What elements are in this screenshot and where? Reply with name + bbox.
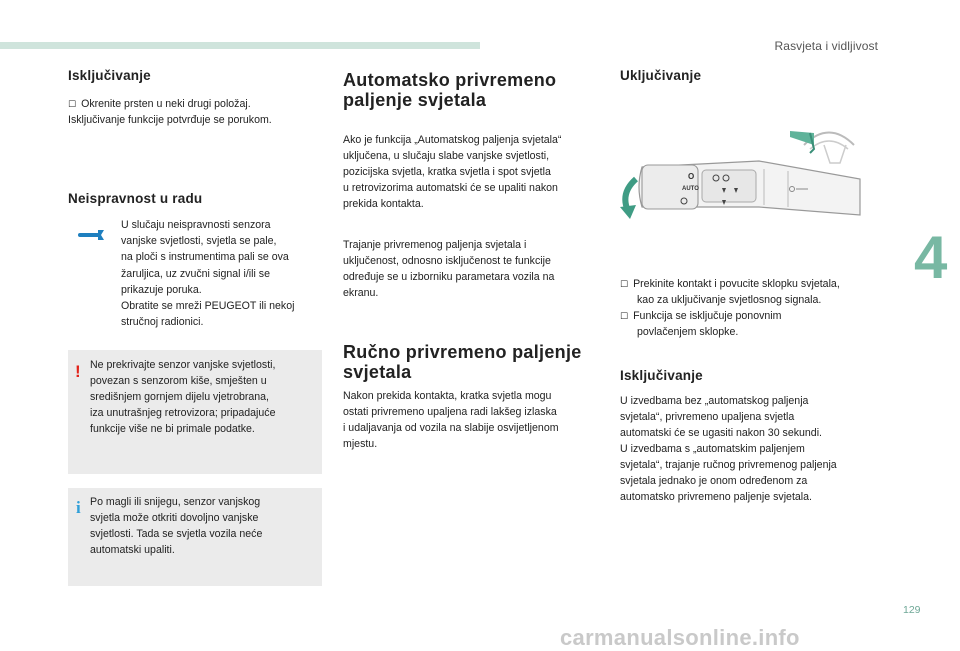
text-line: Obratite se mreži PEUGEOT ili nekoj [121,300,295,313]
text-line: Nakon prekida kontakta, kratka svjetla mogu [343,390,552,402]
text-line: Okrenite prsten u neki drugi položaj. [81,98,251,110]
text-line: automatsko privremeno paljenje svjetala. [620,491,812,503]
text-line: određuje se u izborniku parametara vozila na [343,271,555,283]
text-line: iza unutrašnjeg retrovizora; pripadajuće [90,407,276,419]
text-line: svjetla može otkriti dovoljno vanjske [90,512,259,524]
text-line: povlačenjem sklopke. [637,326,739,338]
text-line: U slučaju neispravnosti senzora [121,219,271,231]
text-line: Trajanje privremenog paljenja svjetala i [343,239,527,251]
text-line: svjetala“, trajanje ručnog privremenog paljenja [620,459,837,471]
text-line: Po magli ili snijegu, senzor vanjskog [90,496,261,508]
stalk-label-off: O [688,172,695,181]
heading-line: Ručno privremeno paljenje [343,342,582,362]
checkbox-bullet-icon: ☐ [68,99,77,109]
switch-off-paragraph [620,393,910,505]
text-line: vanjske svjetlosti, svjetla se pale, [121,235,277,248]
info-text [90,494,320,558]
text-line: prikazuje poruka. [121,283,202,296]
wrench-icon [78,228,108,242]
auto-lighting-paragraph-2 [343,237,603,301]
text-line: automatski će se ugasiti nakon 30 sekundi. [620,427,822,439]
info-icon: i [76,498,81,517]
switch-off-text [68,96,328,128]
exclamation-warning-icon: ! [75,362,81,381]
text-line: svjetala“, privremeno upaljena svjetla [620,411,795,423]
text-line: prekida kontakta. [343,198,424,210]
text-line: uključenost, odnosno isključenost te funkcije [343,255,551,267]
heading-malfunction: Neispravnost u radu [68,191,203,206]
heading-switch-off-2: Isključivanje [620,368,703,383]
manual-lighting-paragraph [343,388,603,452]
text-line: Prekinite kontakt i povucite sklopku svjetala, [633,278,840,290]
text-line: Ako je funkcija „Automatskog paljenja svjetala“ [343,134,562,146]
heading-line: paljenje svjetala [343,90,487,110]
section-header: Rasvjeta i vidljivost [774,39,878,53]
chapter-number: 4 [914,224,948,291]
text-line: mjestu. [343,438,378,450]
text-line: automatski upaliti. [90,544,175,556]
checkbox-bullet-icon: ☐ [620,311,629,321]
text-line: pozicijska svjetla, kratka svjetla i spot svjetla [343,166,551,178]
text-line: U izvedbama s „automatskim paljenjem [620,443,805,455]
warning-text [90,357,320,437]
checkbox-bullet-icon: ☐ [620,279,629,289]
heading-auto-temporary-lighting [343,70,603,110]
heading-switch-on: Uključivanje [620,68,702,83]
text-line: uključena, u slučaju slabe vanjske svjetlosti, [343,150,550,162]
heading-line: Automatsko privremeno [343,70,557,90]
watermark: carmanualsonline.info [560,625,800,650]
heading-line: svjetala [343,362,412,382]
malfunction-text [121,217,326,330]
text-line: središnjem gornjem dijelu vjetrobrana, [90,391,270,403]
lighting-stalk-illustration [614,115,864,225]
text-line: ekranu. [343,287,379,299]
text-line: na ploči s instrumentima pali se ova [121,251,289,264]
text-line: i udaljavanja od vozila na slabije osvijetljenom [343,422,559,434]
text-line: svjetlosti. Tada se svjetla vozila neće [90,528,263,540]
auto-lighting-paragraph-1 [343,132,603,212]
text-line: U izvedbama bez „automatskog paljenja [620,395,809,407]
top-accent-bar [0,42,480,49]
switch-on-instructions [620,276,910,340]
text-line: Funkcija se isključuje ponovnim [633,310,782,322]
text-line: Ne prekrivajte senzor vanjske svjetlosti, [90,359,276,371]
text-line: Isključivanje funkcije potvrđuje se porukom. [68,114,272,126]
text-line: svjetala jednako je onom određenom za [620,475,808,487]
text-line: u retrovizorima automatski će se upaliti nakon [343,182,558,194]
text-line: stručnoj radionici. [121,316,204,329]
heading-manual-temporary-lighting [343,342,603,382]
stalk-label-auto: AUTO [682,186,699,192]
text-line: kao za uključivanje svjetlosnog signala. [637,294,822,306]
page-number: 129 [903,604,921,616]
heading-switch-off: Isključivanje [68,68,151,83]
text-line: ostati privremeno upaljena radi lakšeg izlaska [343,406,557,418]
text-line: povezan s senzorom kiše, smješten u [90,375,267,387]
text-line: žaruljica, uz zvučni signal i/ili se [121,267,270,280]
text-line: funkcije više ne bi primale podatke. [90,423,255,435]
